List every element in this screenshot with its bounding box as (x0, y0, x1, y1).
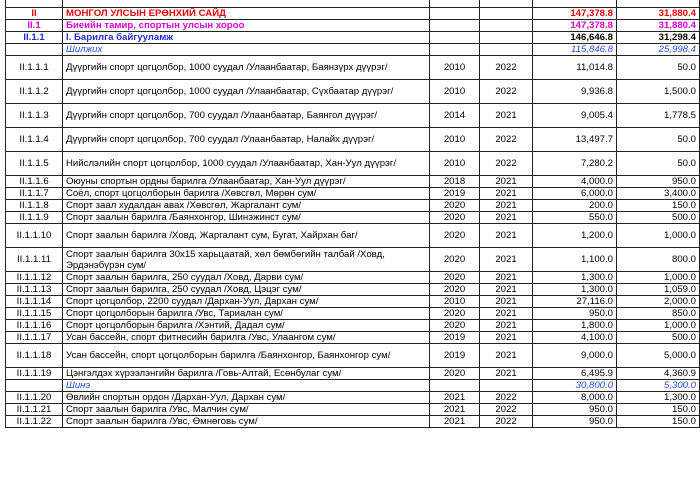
cell-name: Дүүргийн спорт цогцолбор, 1000 суудал /Улаанбаатар, Баянзүрх дүүрэг/ (63, 56, 430, 80)
cell-year-start (430, 8, 480, 20)
cell-amount: 1,100.0 (533, 248, 617, 272)
cell-code: II.1.1.12 (6, 272, 63, 284)
cell-current: 25,998.4 (617, 44, 700, 56)
cell-current: 3,400.0 (617, 188, 700, 200)
cell-year-end (480, 8, 533, 20)
cell-code: II.1.1.11 (6, 248, 63, 272)
table-row (6, 272, 700, 284)
cell-current: 1,000.0 (617, 320, 700, 332)
cell-name: Усан бассейн, спорт фитнесийн барилга /Увс, Улаангом сум/ (63, 332, 430, 344)
cell-year-end: 2021 (480, 284, 533, 296)
cell-code: II.1.1.4 (6, 128, 63, 152)
subsection-row (6, 20, 700, 32)
cell-current: 31,880.4 (617, 8, 700, 20)
cell-name: Спорт заалын барилга /Увс, Малчин сум/ (63, 404, 430, 416)
cell-name: Дүүргийн спорт цогцолбор, 700 суудал /Улаанбаатар, Налайх дүүрэг/ (63, 128, 430, 152)
cell-code (6, 0, 63, 8)
cell-name: Өвлийн спортын ордон /Дархан-Уул, Дархан сум/ (63, 392, 430, 404)
cell-year-end (480, 44, 533, 56)
cell-year-end: 2021 (480, 272, 533, 284)
cell-year-start: 2014 (430, 104, 480, 128)
cell-amount: 4,000.0 (533, 176, 617, 188)
cell-current: 800.0 (617, 248, 700, 272)
cell-name: Нийслэлийн спорт цогцолбор, 1000 суудал /Улаанбаатар, Хан-Уул дүүрэг/ (63, 152, 430, 176)
cell-name: Спорт заалын барилга, 250 суудал /Ховд, Дарви сум/ (63, 272, 430, 284)
cell-year-end: 2021 (480, 104, 533, 128)
table-row (6, 416, 700, 428)
cell-amount: 1,300.0 (533, 272, 617, 284)
cell-year-end: 2021 (480, 320, 533, 332)
cell-current: 50.0 (617, 128, 700, 152)
table-row (6, 188, 700, 200)
cell-year-end: 2021 (480, 332, 533, 344)
cell-current: 1,000.0 (617, 224, 700, 248)
cell-current: 850.0 (617, 308, 700, 320)
cell-year-start (430, 20, 480, 32)
group-row (6, 32, 700, 44)
cell-amount: 1,300.0 (533, 284, 617, 296)
cell-year-end: 2021 (480, 344, 533, 368)
cell-name: Биеийн тамир, спортын улсын хороо (63, 20, 430, 32)
cell-code (6, 380, 63, 392)
cell-amount: 147,378.8 (533, 20, 617, 32)
cell-year-end (480, 32, 533, 44)
cell-name: Спорт заал худалдан авах /Хөвсгөл, Жаргалант сум/ (63, 200, 430, 212)
cell-code: II.1.1.1 (6, 56, 63, 80)
cell-code: II.1.1.10 (6, 224, 63, 248)
table-row (6, 308, 700, 320)
cell-amount: 9,936.8 (533, 80, 617, 104)
cell-amount: 8,000.0 (533, 392, 617, 404)
cell-year-end: 2021 (480, 308, 533, 320)
cell-current: 1,300.0 (617, 392, 700, 404)
cell-current: 1,059.0 (617, 284, 700, 296)
cell-code: II.1.1.20 (6, 392, 63, 404)
cell-amount: 1,200.0 (533, 224, 617, 248)
cell-current: 500.0 (617, 332, 700, 344)
table-row (6, 152, 700, 176)
cell-year-end: 2021 (480, 296, 533, 308)
cell-year-start (430, 32, 480, 44)
cell-current: 1,500.0 (617, 80, 700, 104)
cell-amount: 6,495.9 (533, 368, 617, 380)
table-row (6, 248, 700, 272)
cell-year-end: 2021 (480, 200, 533, 212)
cell-code: II.1.1.16 (6, 320, 63, 332)
cell-amount: 950.0 (533, 308, 617, 320)
cell-amount: 950.0 (533, 416, 617, 428)
cell-code: II.1.1.15 (6, 308, 63, 320)
table-row (6, 128, 700, 152)
cell-year-end: 2021 (480, 368, 533, 380)
cell-name: МОНГОЛ УЛСЫН ЕРӨНХИЙ САЙД (63, 8, 430, 20)
cell-amount: 7,280.2 (533, 152, 617, 176)
cell-code: II.1.1.17 (6, 332, 63, 344)
cell-year-start: 2020 (430, 320, 480, 332)
cell-current: 2,000.0 (617, 296, 700, 308)
cell-code: II.1.1.19 (6, 368, 63, 380)
cell-name: Спорт цогцолборын барилга /Хэнтий, Дадал сум/ (63, 320, 430, 332)
cell-year-start: 2018 (430, 176, 480, 188)
cell-year-start: 2021 (430, 416, 480, 428)
section-row (6, 8, 700, 20)
cell-name: Оюуны спортын ордны барилга /Улаанбаатар, Хан-Уул дүүрэг/ (63, 176, 430, 188)
cell-year-start: 2020 (430, 248, 480, 272)
cell-name: Соёл, спорт цогцолборын барилга /Хөвсгөл, Мөрөн сум/ (63, 188, 430, 200)
cell-amount: 1,800.0 (533, 320, 617, 332)
cell-year-end: 2022 (480, 416, 533, 428)
cell-amount: 27,116.0 (533, 296, 617, 308)
cell-code: II.1.1.14 (6, 296, 63, 308)
table-row (6, 320, 700, 332)
cell-current: 950.0 (617, 176, 700, 188)
cell-year-end: 2021 (480, 188, 533, 200)
cell-year-end (480, 0, 533, 8)
budget-table (5, 0, 700, 428)
cell-name: Спорт заалын барилга /Ховд, Жаргалант сум, Бугат, Хайрхан баг/ (63, 224, 430, 248)
cell-code: II.1.1.6 (6, 176, 63, 188)
cell-code: II.1.1.5 (6, 152, 63, 176)
cell-year-start: 2020 (430, 224, 480, 248)
cell-amount: 13,497.7 (533, 128, 617, 152)
cell-year-end: 2021 (480, 248, 533, 272)
table-row (6, 368, 700, 380)
table-row (6, 344, 700, 368)
cell-amount: 11,014.8 (533, 56, 617, 80)
category-row (6, 44, 700, 56)
cell-current (617, 0, 700, 8)
table-row (6, 104, 700, 128)
cell-code: II.1.1.13 (6, 284, 63, 296)
cell-year-end: 2022 (480, 56, 533, 80)
cell-year-start: 2020 (430, 308, 480, 320)
cell-code: II.1.1.22 (6, 416, 63, 428)
header-remnant-row (6, 0, 700, 8)
category-row (6, 380, 700, 392)
cell-year-end: 2021 (480, 224, 533, 248)
cell-name: Шилжих (63, 44, 430, 56)
cell-name (63, 0, 430, 8)
cell-year-start: 2020 (430, 284, 480, 296)
cell-code: II.1.1.9 (6, 212, 63, 224)
cell-current: 500.0 (617, 212, 700, 224)
table-row (6, 284, 700, 296)
cell-current: 1,778.5 (617, 104, 700, 128)
cell-amount: 9,005.4 (533, 104, 617, 128)
cell-amount: 146,646.8 (533, 32, 617, 44)
cell-name: Спорт заалын барилга 30х15 харьцаатай, хөл бөмбөгийн талбай /Ховд, Эрдэнэбүрэн сум/ (63, 248, 430, 272)
cell-current: 4,360.9 (617, 368, 700, 380)
cell-name: Спорт цогцолборын барилга /Увс, Тариалан сум/ (63, 308, 430, 320)
cell-year-end: 2022 (480, 392, 533, 404)
cell-year-end: 2022 (480, 404, 533, 416)
table-row (6, 200, 700, 212)
cell-amount: 115,846.8 (533, 44, 617, 56)
cell-year-start: 2020 (430, 272, 480, 284)
table-row (6, 80, 700, 104)
table-row (6, 332, 700, 344)
cell-current: 50.0 (617, 152, 700, 176)
cell-year-start: 2010 (430, 80, 480, 104)
cell-code: II (6, 8, 63, 20)
cell-year-start: 2020 (430, 368, 480, 380)
cell-current: 50.0 (617, 56, 700, 80)
cell-year-end: 2021 (480, 212, 533, 224)
cell-year-start (430, 44, 480, 56)
table-row (6, 224, 700, 248)
budget-table-body (6, 0, 700, 428)
cell-name: Шинэ (63, 380, 430, 392)
cell-current: 150.0 (617, 404, 700, 416)
cell-amount: 6,000.0 (533, 188, 617, 200)
cell-year-start: 2019 (430, 188, 480, 200)
cell-name: Усан бассейн, спорт цогцолборын барилга /Баянхонгор, Баянхонгор сум/ (63, 344, 430, 368)
cell-name: Спорт заалын барилга /Баянхонгор, Шинэжинст сум/ (63, 212, 430, 224)
cell-year-start: 2010 (430, 128, 480, 152)
cell-year-start: 2010 (430, 56, 480, 80)
cell-current: 5,000.0 (617, 344, 700, 368)
cell-year-start: 2010 (430, 296, 480, 308)
table-row (6, 176, 700, 188)
cell-year-end: 2021 (480, 176, 533, 188)
cell-amount: 147,378.8 (533, 8, 617, 20)
cell-year-end: 2022 (480, 152, 533, 176)
cell-amount: 200.0 (533, 200, 617, 212)
cell-name: Дүүргийн спорт цогцолбор, 1000 суудал /Улаанбаатар, Сүхбаатар дүүрэг/ (63, 80, 430, 104)
cell-amount: 4,100.0 (533, 332, 617, 344)
table-row (6, 212, 700, 224)
cell-current: 31,880.4 (617, 20, 700, 32)
cell-amount: 30,800.0 (533, 380, 617, 392)
cell-year-end (480, 380, 533, 392)
cell-code: II.1.1 (6, 32, 63, 44)
cell-code: II.1 (6, 20, 63, 32)
cell-name: Спорт цогцолбор, 2200 суудал /Дархан-Уул, Дархан сум/ (63, 296, 430, 308)
cell-amount: 550.0 (533, 212, 617, 224)
table-row (6, 56, 700, 80)
table-row (6, 392, 700, 404)
cell-name: Цэнгэлдэх хүрээлэнгийн барилга /Говь-Алтай, Есөнбулаг сум/ (63, 368, 430, 380)
cell-amount: 950.0 (533, 404, 617, 416)
cell-code: II.1.1.8 (6, 200, 63, 212)
cell-current: 31,298.4 (617, 32, 700, 44)
cell-year-start: 2019 (430, 344, 480, 368)
cell-code: II.1.1.7 (6, 188, 63, 200)
cell-current: 1,000.0 (617, 272, 700, 284)
cell-year-end: 2022 (480, 80, 533, 104)
cell-amount (533, 0, 617, 8)
cell-name: Спорт заалын барилга /Увс, Өмнөговь сум/ (63, 416, 430, 428)
cell-year-start (430, 380, 480, 392)
cell-current: 150.0 (617, 200, 700, 212)
cell-year-start: 2010 (430, 152, 480, 176)
cell-name: I. Барилга байгууламж (63, 32, 430, 44)
cell-year-start (430, 0, 480, 8)
cell-name: Дүүргийн спорт цогцолбор, 700 суудал /Улаанбаатар, Баянгол дүүрэг/ (63, 104, 430, 128)
cell-current: 150.0 (617, 416, 700, 428)
cell-year-start: 2021 (430, 404, 480, 416)
cell-code: II.1.1.3 (6, 104, 63, 128)
table-row (6, 296, 700, 308)
cell-year-start: 2021 (430, 392, 480, 404)
cell-year-start: 2020 (430, 212, 480, 224)
cell-year-start: 2020 (430, 200, 480, 212)
cell-code: II.1.1.21 (6, 404, 63, 416)
cell-year-end (480, 20, 533, 32)
cell-code: II.1.1.18 (6, 344, 63, 368)
table-row (6, 404, 700, 416)
cell-code: II.1.1.2 (6, 80, 63, 104)
cell-name: Спорт заалын барилга, 250 суудал /Ховд, Цэцэг сум/ (63, 284, 430, 296)
cell-amount: 9,000.0 (533, 344, 617, 368)
cell-year-start: 2019 (430, 332, 480, 344)
cell-year-end: 2022 (480, 128, 533, 152)
cell-current: 5,300.0 (617, 380, 700, 392)
cell-code (6, 44, 63, 56)
